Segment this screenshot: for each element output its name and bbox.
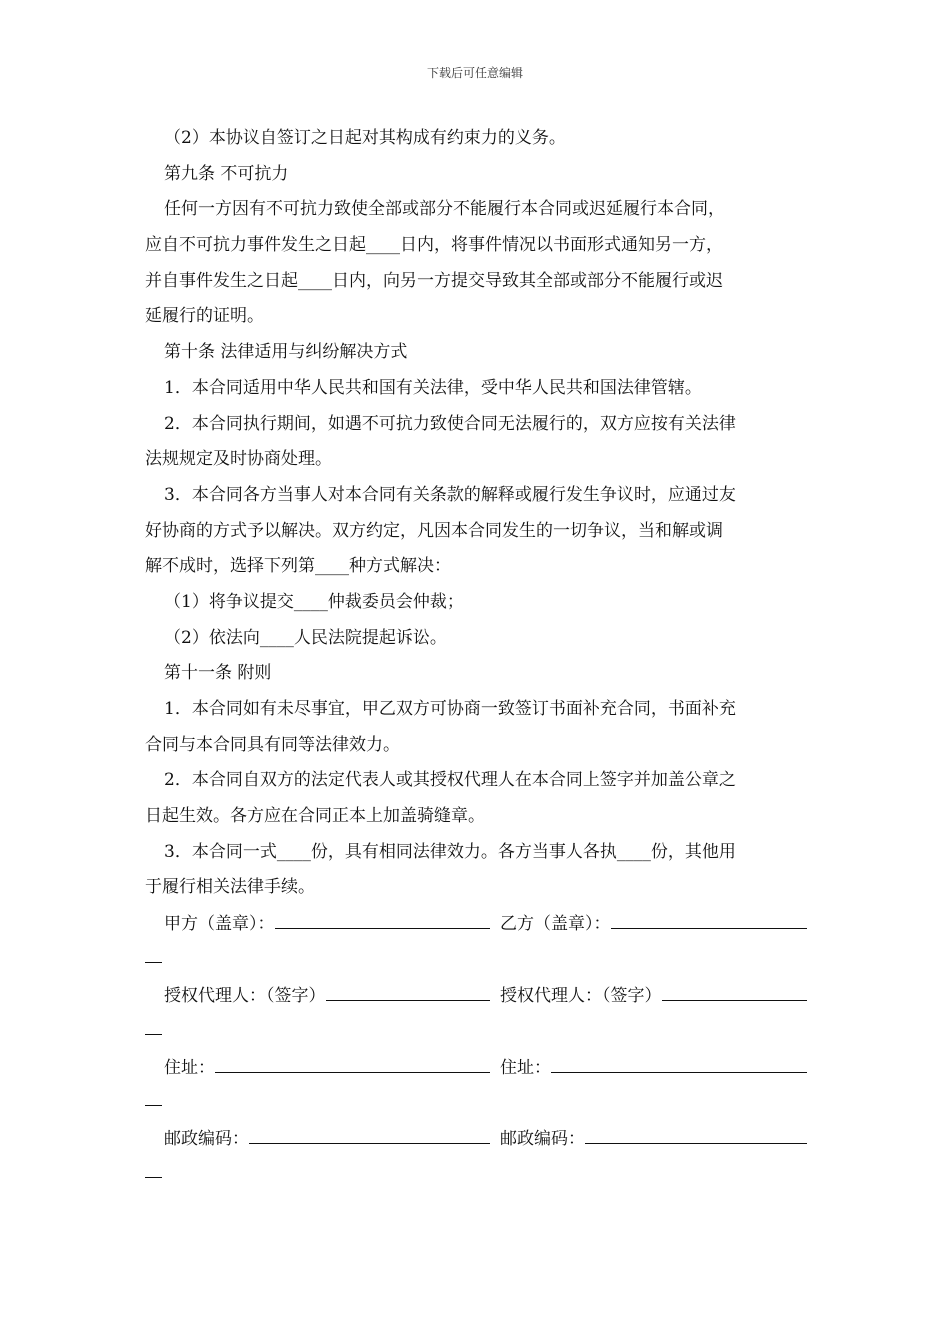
party-a-agent-label: 授权代理人：（签字） xyxy=(164,985,326,1006)
party-a-postcode-label: 邮政编码： xyxy=(164,1129,249,1150)
contract-body xyxy=(145,121,807,1193)
blank-overflow xyxy=(145,1085,807,1121)
signature-row-seal xyxy=(145,906,807,942)
party-b-agent-label: 授权代理人：（签字） xyxy=(500,985,662,1006)
clause-line: 日起生效。各方应在合同正本上加盖骑缝章。 xyxy=(145,806,485,827)
clause-line: 延履行的证明。 xyxy=(145,306,264,327)
signature-row-postcode xyxy=(145,1121,807,1157)
clause-line: 1．本合同适用中华人民共和国有关法律，受中华人民共和国法律管辖。 xyxy=(164,377,702,398)
clause-line: （2）依法向____人民法院提起诉讼。 xyxy=(164,627,447,648)
clause-line: 于履行相关法律手续。 xyxy=(145,877,315,898)
party-a-postcode-blank[interactable] xyxy=(249,1121,490,1144)
clause-line: 应自不可抗力事件发生之日起____日内，将事件情况以书面形式通知另一方， xyxy=(145,235,723,256)
clause-line: 3．本合同各方当事人对本合同有关条款的解释或履行发生争议时，应通过友 xyxy=(164,484,736,505)
party-b-address-label: 住址： xyxy=(500,1057,551,1078)
party-a-address-blank[interactable] xyxy=(215,1050,490,1073)
clause-line: （2）本协议自签订之日起对其构成有约束力的义务。 xyxy=(164,128,566,148)
clause-line: （1）将争议提交____仲裁委员会仲裁； xyxy=(164,591,464,612)
clause-line: 法规规定及时协商处理。 xyxy=(145,449,332,470)
party-b-agent-blank[interactable] xyxy=(662,978,808,1001)
party-b-postcode-blank[interactable] xyxy=(585,1121,807,1144)
section-heading: 第十一条 附则 xyxy=(164,663,272,684)
section-heading: 第十条 法律适用与纠纷解决方式 xyxy=(164,342,408,363)
signature-row-address xyxy=(145,1050,807,1086)
clause-line: 并自事件发生之日起____日内，向另一方提交导致其全部或部分不能履行或迟 xyxy=(145,270,723,291)
section-heading: 第九条 不可抗力 xyxy=(164,163,289,184)
clause-line: 2．本合同自双方的法定代表人或其授权代理人在本合同上签字并加盖公章之 xyxy=(164,770,736,791)
clause-line: 任何一方因有不可抗力致使全部或部分不能履行本合同或迟延履行本合同， xyxy=(164,199,725,220)
blank-overflow xyxy=(145,1014,807,1050)
clause-line: 合同与本合同具有同等法律效力。 xyxy=(145,734,400,755)
blank-overflow xyxy=(145,942,807,978)
clause-line: 2．本合同执行期间，如遇不可抗力致使合同无法履行的，双方应按有关法律 xyxy=(164,413,736,434)
party-b-seal-blank[interactable] xyxy=(611,906,808,929)
clause-line: 解不成时，选择下列第____种方式解决： xyxy=(145,556,451,577)
header-note: 下载后可任意编辑 xyxy=(426,66,523,80)
clause-line: 1．本合同如有未尽事宜，甲乙双方可协商一致签订书面补充合同，书面补充 xyxy=(164,699,736,719)
party-b-address-blank[interactable] xyxy=(551,1050,807,1073)
party-b-seal-label: 乙方（盖章）： xyxy=(500,914,611,935)
blank-overflow xyxy=(145,1157,807,1193)
party-b-postcode-label: 邮政编码： xyxy=(500,1129,585,1150)
party-a-seal-label: 甲方（盖章）： xyxy=(164,914,275,935)
party-a-seal-blank[interactable] xyxy=(275,906,491,929)
signature-row-agent xyxy=(145,978,807,1014)
party-a-address-label: 住址： xyxy=(164,1057,215,1078)
clause-line: 3．本合同一式____份，具有相同法律效力。各方当事人各执____份，其他用 xyxy=(164,841,736,862)
clause-line: 好协商的方式予以解决。双方约定，凡因本合同发生的一切争议，当和解或调 xyxy=(145,520,723,541)
party-a-agent-blank[interactable] xyxy=(326,978,491,1001)
